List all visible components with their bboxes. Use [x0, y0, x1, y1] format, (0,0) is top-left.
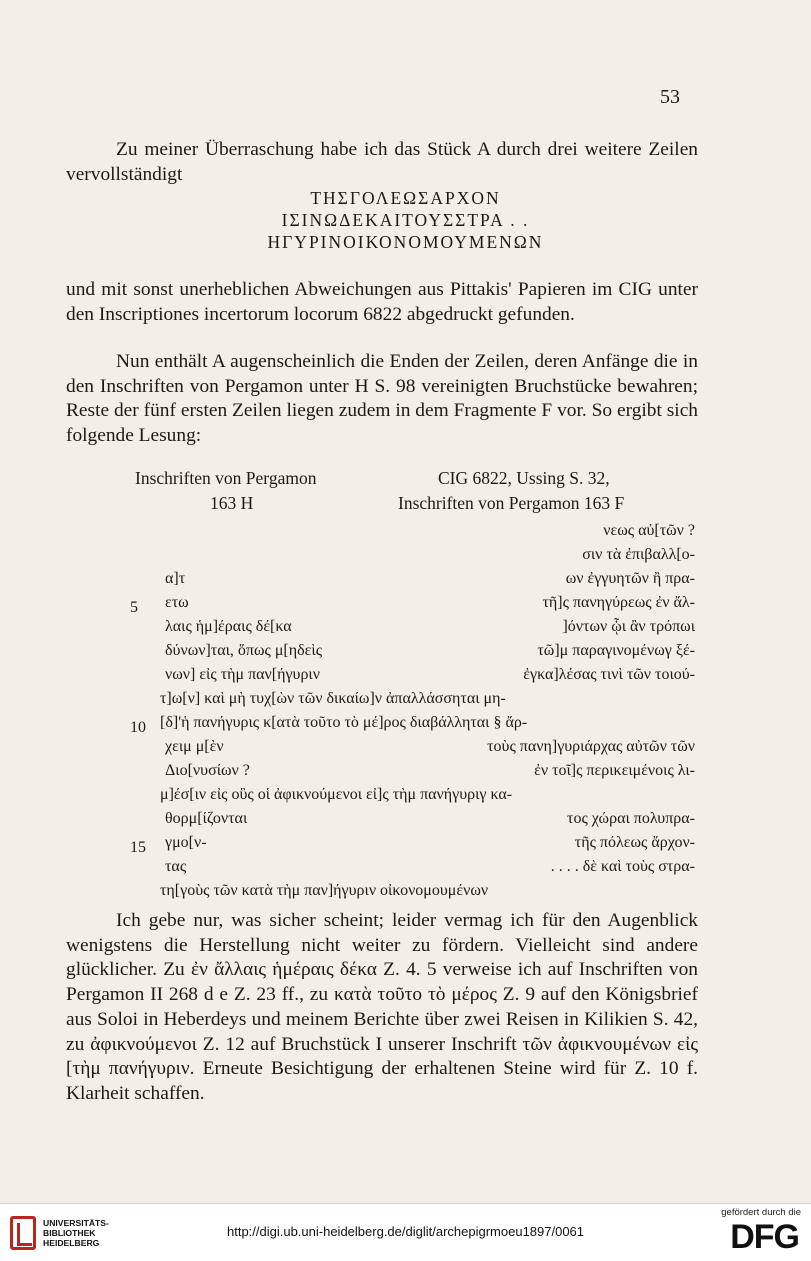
- library-name-line-2: BIBLIOTHEK: [43, 1228, 96, 1238]
- inscription-line-7-left: νων] εἰς τὴμ παν[ήγυριν: [165, 666, 320, 683]
- paragraph-2-text: Nun enthält A augenscheinlich die Enden der Zeilen, deren Anfänge die in den Inschriften von Pergamon unter H S. 98 vereinigten Bruchstücke bewahren; Reste der fünf ersten Zeilen liegen zudem in dem Fragmente F vor. So ergibt sich folgende Lesung:: [66, 351, 698, 447]
- inscription-line-5-right: ]όντων ᾧι ἂν τρόπωι: [562, 618, 695, 635]
- paragraph-2: [66, 350, 698, 449]
- paragraph-1: [66, 278, 698, 327]
- source-url[interactable]: http://digi.ub.uni-heidelberg.de/diglit/archepigrmoeu1897/0061: [226, 1224, 585, 1239]
- inscription-line-6-left: δύνων]ται, ὅπως μ[ηδεὶς: [165, 642, 323, 659]
- caps-line-2: ΙΣΙΝΩΔΕΚΑΙΤΟΥΣΣΤΡΑ . .: [281, 210, 530, 230]
- page-number: 53: [660, 86, 680, 108]
- inscription-line-15-right: . . . . δὲ καὶ τοὺς στρα-: [550, 858, 695, 875]
- inscription-line-2-right: σιν τὰ ἐπιβαλλ[ο-: [582, 546, 695, 563]
- inscription-line-15-left: τας: [165, 858, 187, 875]
- library-name-line-3: HEIDELBERG: [43, 1238, 100, 1248]
- inscription-line-1-right: νεως αὐ[τῶν ?: [603, 522, 695, 539]
- inscription-line-10-left: χειμ μ[ὲν: [165, 738, 224, 755]
- footer-bar: [0, 1204, 811, 1261]
- caps-line-1: ΤΗΣΓΟΛΕΩΣΑΡΧΟΝ: [310, 188, 501, 208]
- inscription-line-10-right: τοὺς πανη]γυριάρχας αὐτῶν τῶν: [487, 738, 695, 755]
- inscription-line-9-left: [δ]'ἡ πανήγυρις κ[ατὰ τοῦτο τὸ μέ]ρος διαβάλληται § ἄρ-: [160, 714, 528, 731]
- inscription-line-6-right: τῶ]μ παραγινομένωγ ξέ-: [537, 642, 695, 659]
- inscription-line-11-left: Διο[νυσίων ?: [165, 762, 250, 779]
- inscription-line-4-left: ετω: [165, 594, 189, 611]
- paragraph-3: [66, 909, 698, 1107]
- inscription-line-13-right: τος χώραι πολυπρα-: [567, 810, 695, 827]
- intro-text: Zu meiner Überraschung habe ich das Stück A durch drei weitere Zeilen vervollständigt: [66, 139, 698, 185]
- paragraph-1-text: und mit sonst unerheblichen Abweichungen aus Pittakis' Papieren im CIG unter den Inscriptiones incertorum locorum 6822 abgedruckt gefunden.: [66, 279, 698, 325]
- line-number-5: 5: [130, 599, 138, 616]
- inscription-line-5-left: λαις ἡμ]έραις δέ[κα: [165, 618, 292, 635]
- paragraph-3-text: Ich gebe nur, was sicher scheint; leider vermag ich für den Augenblick wenigstens die Herstellung nicht weiter zu fördern. Vielleicht sind andere glücklicher. Zu ἐν ἄλλαις ἡμέραις δέκα Z. 4. 5 verweise ich auf Inschriften von Pergamon II 268 d e Z. 23 ff., zu κατὰ τοῦτο τὸ μέρος Z. 9 auf den Königsbrief aus Soloi in Heberdeys und meinem Berichte über zwei Reisen in Kilikien S. 42, zu ἀφικνούμενοι Z. 12 auf Bruchstück I unserer Inschrift τῶν ἀφικνουμένων εἰς [τὴμ πανήγυριν. Erneute Besichtigung der erhaltenen Steine wird für Z. 10 f. Klarheit schaffen.: [66, 910, 698, 1104]
- inscription-line-14-right: τῆς πόλεως ἄρχον-: [574, 834, 695, 851]
- column-heading-right-2: Inschriften von Pergamon 163 F: [398, 493, 625, 513]
- funding-note: gefördert durch die: [721, 1207, 801, 1218]
- column-heading-left-2: 163 H: [210, 493, 254, 513]
- inscription-line-12-left: μ]έσ[ιν εἰς οὓς οἱ ἀφικνούμενοι εἰ]ς τὴμ πανήγυριγ κα-: [160, 786, 513, 803]
- library-name-line-1: UNIVERSITÄTS-: [43, 1218, 109, 1228]
- inscription-line-4-right: τῆ]ς πανηγύρεως ἐν ἄλ-: [542, 594, 695, 611]
- inscription-line-7-right: ἐγκα]λέσας τινὶ τῶν τοιού-: [523, 666, 695, 683]
- inscription-line-3-right: ων ἐγγυητῶν ἢ πρα-: [565, 570, 695, 587]
- inscription-line-8-left: τ]ω[ν] καὶ μὴ τυχ[ὼν τῶν δικαίω]ν ἀπαλλάσσηται μη-: [160, 690, 506, 707]
- inscription-line-3-left: α]τ: [165, 570, 186, 587]
- inscription-line-16-left: τη[γοὺς τῶν κατὰ τὴμ παν]ήγυριν οἰκονομουμένων: [160, 882, 489, 899]
- dfg-logo: DFG: [730, 1218, 799, 1256]
- line-number-10: 10: [130, 719, 146, 736]
- column-heading-left-1: Inschriften von Pergamon: [135, 468, 317, 488]
- intro-paragraph: [66, 138, 698, 187]
- inscription-line-13-left: θορμ[ίζονται: [165, 810, 248, 827]
- line-number-15: 15: [130, 839, 146, 856]
- inscription-line-11-right: ἐν τοῖ]ς περικειμένοις λι-: [534, 762, 695, 779]
- caps-line-3: ΗΓΥΡΙΝΟΙΚΟΝΟΜΟΥΜΕΝΩΝ: [267, 232, 544, 252]
- inscription-line-14-left: γμο[ν-: [165, 834, 207, 851]
- column-heading-right-1: CIG 6822, Ussing S. 32,: [438, 468, 610, 488]
